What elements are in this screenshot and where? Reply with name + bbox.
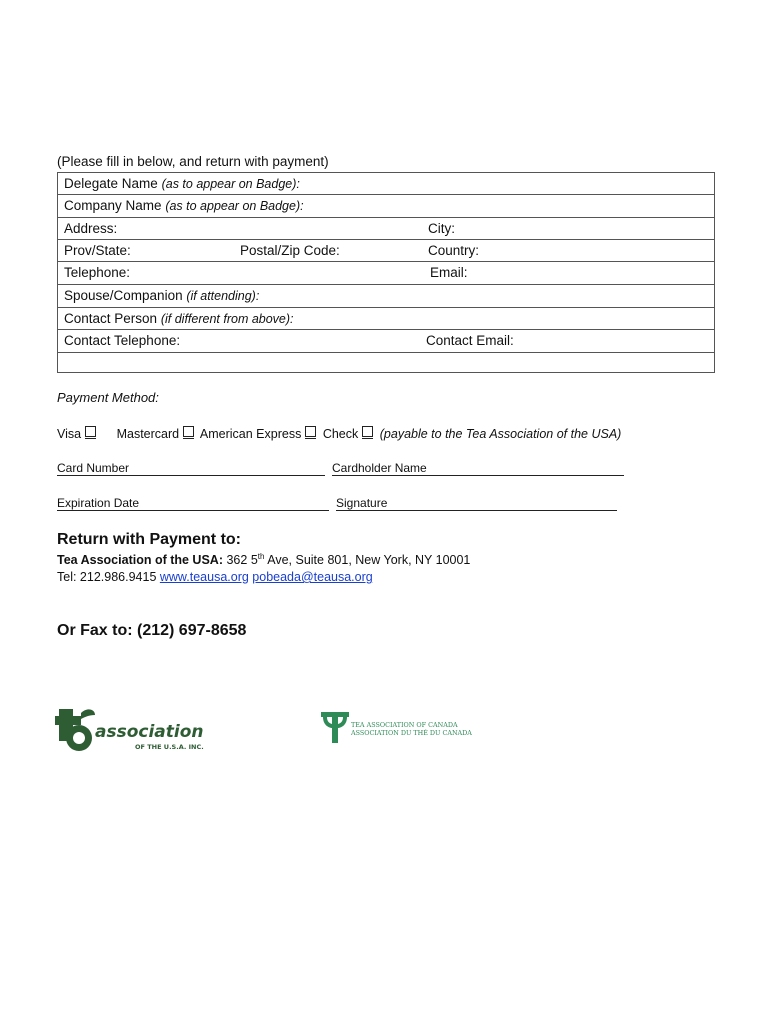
expiration-date-field[interactable] (57, 496, 329, 511)
check-note: (payable to the Tea Association of the USA) (379, 427, 622, 441)
postal-code-label: Postal/Zip Code: (240, 243, 340, 258)
return-tel: Tel: 212.986.9415 (57, 570, 157, 584)
expiration-date-label: Expiration Date (57, 496, 140, 510)
contact-telephone-label: Contact Telephone: (64, 333, 181, 348)
company-name-label: Company Name (64, 198, 162, 213)
mastercard-checkbox[interactable] (183, 426, 194, 437)
company-name-note: (as to appear on Badge): (165, 199, 304, 213)
city-label: City: (428, 221, 455, 236)
contact-person-row[interactable] (58, 308, 714, 330)
spouse-row[interactable] (58, 285, 714, 308)
payment-options (57, 426, 621, 441)
prov-state-label: Prov/State: (64, 243, 131, 258)
visa-checkbox[interactable] (85, 426, 96, 437)
fax-line: Or Fax to: (212) 697-8658 (57, 622, 247, 639)
amex-label: American Express (199, 427, 302, 441)
return-contact (57, 570, 373, 584)
cardholder-name-field[interactable] (332, 461, 624, 476)
check-label: Check (322, 427, 359, 441)
tea-association-usa-logo (55, 707, 205, 755)
return-address: Tea Association of the USA: 362 5th Ave, Suite 801, New York, NY 10001 (57, 552, 471, 568)
country-label: Country: (428, 243, 480, 258)
amex-checkbox[interactable] (305, 426, 316, 437)
telephone-label: Telephone: (64, 265, 131, 280)
card-number-label: Card Number (57, 461, 130, 475)
website-link[interactable]: www.teausa.org (159, 570, 249, 584)
contact-person-note: (if different from above): (160, 312, 294, 326)
tea-association-canada-logo (320, 710, 480, 746)
email-link[interactable]: pobeada@teausa.org (252, 570, 373, 584)
logo-usa-text: association (95, 722, 204, 742)
check-checkbox[interactable] (362, 426, 373, 437)
delegate-name-label: Delegate Name (64, 176, 158, 191)
form-intro: (Please fill in below, and return with payment) (57, 154, 329, 169)
address-row[interactable] (58, 218, 714, 240)
registration-form-table (57, 172, 715, 373)
address-label: Address: (64, 221, 118, 236)
spouse-label: Spouse/Companion (64, 288, 183, 303)
payment-method-heading: Payment Method: (57, 390, 159, 405)
visa-label: Visa (57, 427, 82, 441)
signature-field[interactable] (336, 496, 617, 511)
mastercard-label: Mastercard (116, 427, 180, 441)
delegate-name-note: (as to appear on Badge): (161, 177, 300, 191)
company-name-row[interactable] (58, 195, 714, 218)
logo-canada-line1: TEA ASSOCIATION OF CANADA (351, 721, 458, 729)
contact-email-label: Contact Email: (426, 333, 514, 348)
return-heading: Return with Payment to: (57, 531, 242, 548)
spouse-note: (if attending): (186, 289, 260, 303)
signature-label: Signature (336, 496, 388, 510)
cardholder-name-label: Cardholder Name (332, 461, 427, 475)
blank-row[interactable] (58, 353, 714, 373)
card-number-field[interactable] (57, 461, 325, 476)
prov-state-row[interactable] (58, 240, 714, 262)
email-label: Email: (430, 265, 468, 280)
contact-person-label: Contact Person (64, 311, 158, 326)
logo-canada-line2: ASSOCIATION DU THÉ DU CANADA (351, 729, 472, 737)
delegate-name-row[interactable] (58, 173, 714, 195)
logo-usa-subtext: OF THE U.S.A. INC. (135, 743, 204, 751)
telephone-row[interactable] (58, 262, 714, 285)
return-org: Tea Association of the USA: (57, 553, 223, 568)
contact-telephone-row[interactable] (58, 330, 714, 353)
